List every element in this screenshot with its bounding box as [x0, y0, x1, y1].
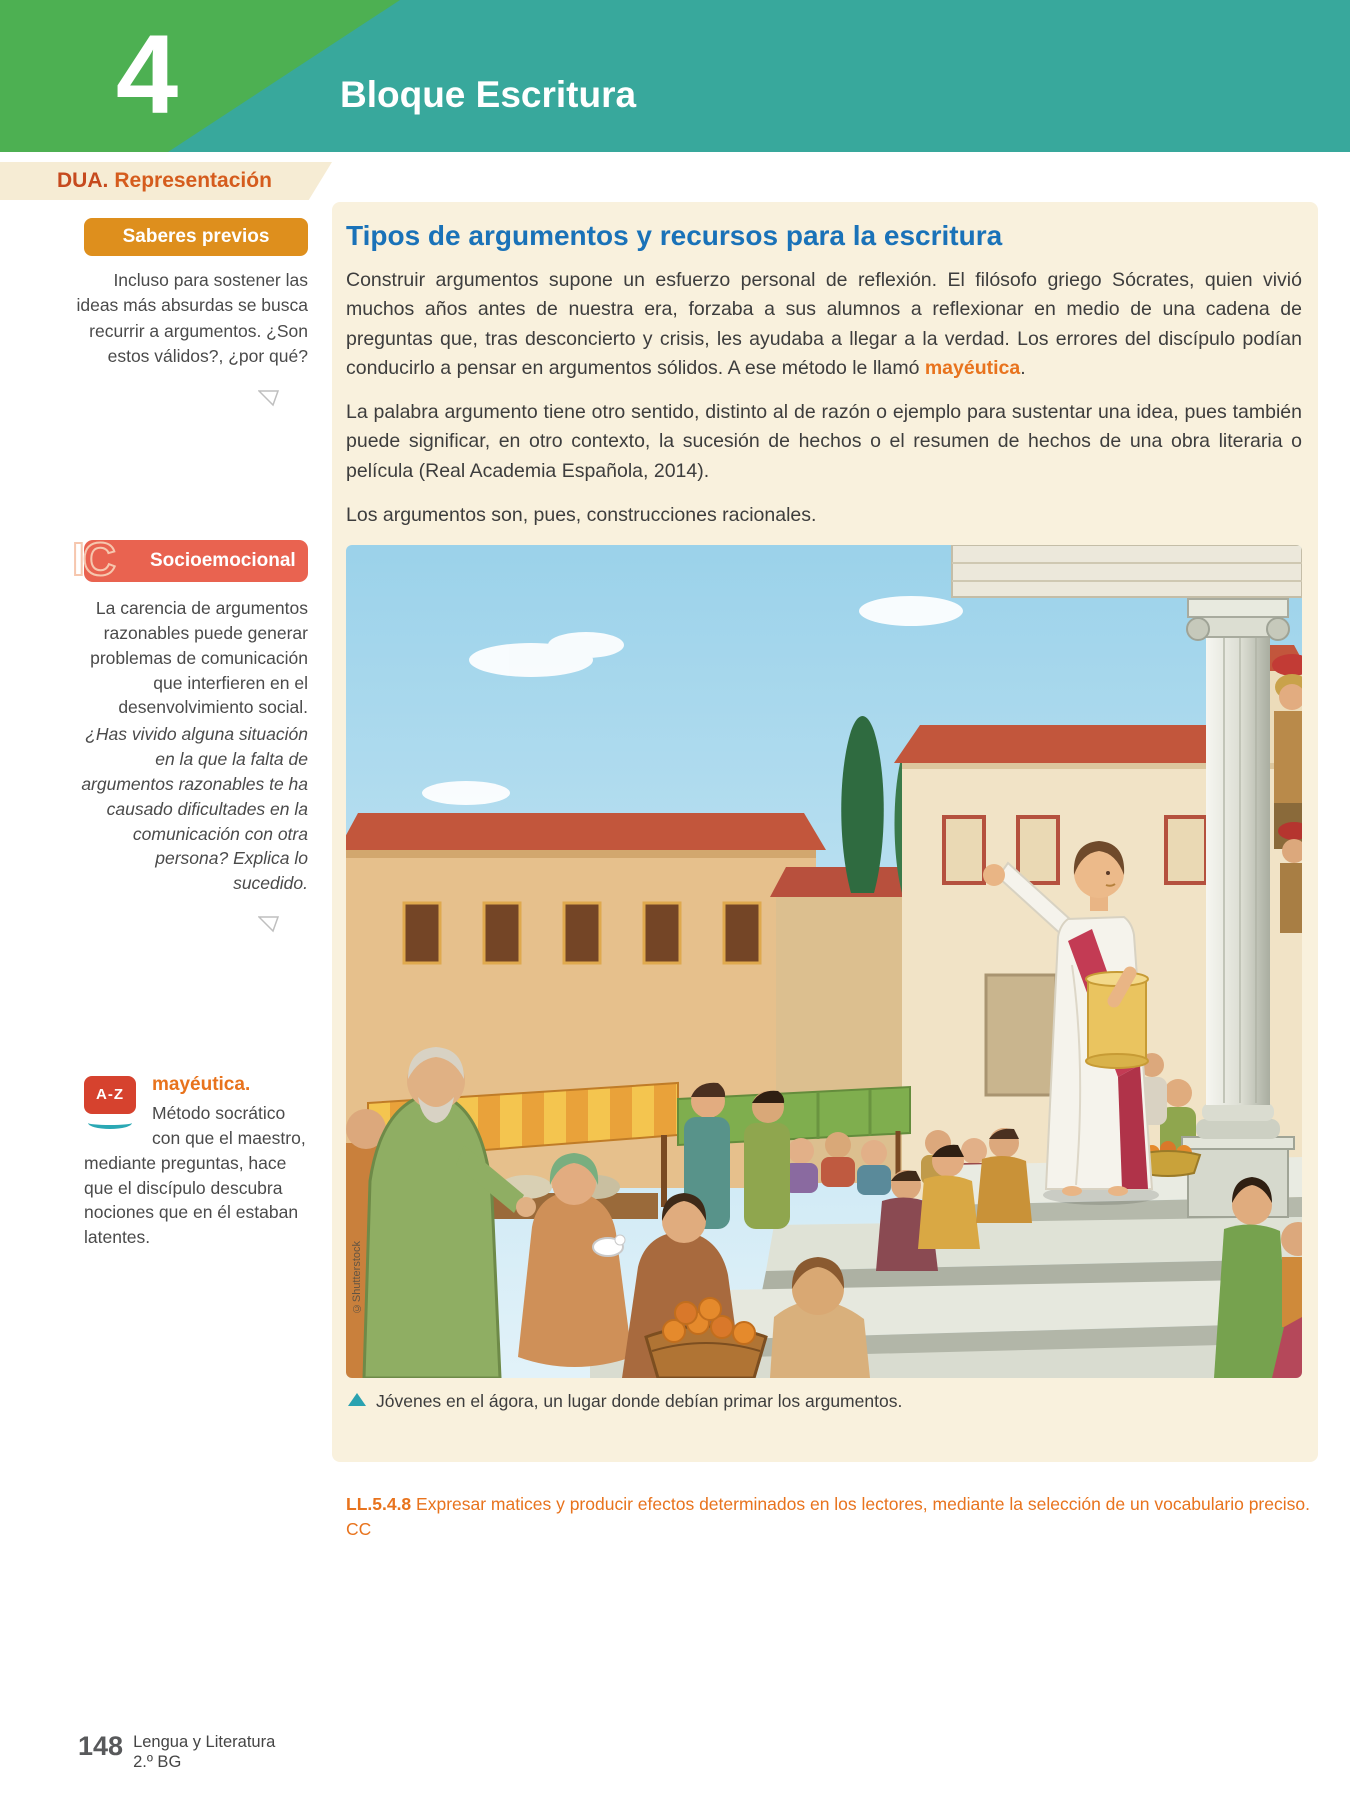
- paragraph-1-text: Construir argumentos supone un esfuerzo personal de reflexión. El filósofo griego Sócrates, quien vivió muchos años antes de nuestra era, forzaba a sus alumnos a reflexionar en medio de una cadena de preguntas que, tras desconcierto y crisis, les ayudaba a llegar a la verdad. Los errores del discípulo podían conducirlo a pensar en argumentos sólidos. A ese método le llamó: [346, 269, 1302, 379]
- block-title: Bloque Escritura: [340, 74, 637, 115]
- unit-number: 4: [115, 12, 179, 137]
- saberes-previos-text: Incluso para sostener las ideas más absurdas se busca recurrir a argumentos. ¿Son estos válidos?, ¿por qué?: [76, 270, 308, 367]
- socioemocional-badge: Socioemocional: [84, 540, 308, 582]
- caption-row: [346, 1390, 1302, 1414]
- soldier: [1272, 654, 1302, 849]
- socioemocional-text: [76, 596, 308, 896]
- speech-tail-icon: [258, 916, 280, 934]
- dictionary-book-icon: A-Z: [84, 1076, 136, 1114]
- image-credit: ©Shutterstock: [351, 1240, 363, 1314]
- paragraph-1: [346, 266, 1302, 383]
- socioemocional-icon: IC: [72, 533, 114, 585]
- glossary-block: [84, 1072, 314, 1250]
- glossary-definition: Método socrático con que el maestro, mediante preguntas, hace que el discípulo descubra nociones que en él estaban latentes.: [84, 1102, 306, 1248]
- dictionary-pages-icon: [88, 1117, 132, 1129]
- saberes-previos-badge: Saberes previos: [84, 218, 308, 256]
- highlighted-term: mayéutica: [924, 356, 1021, 379]
- agora-image: [346, 545, 1302, 1378]
- standard-text: Expresar matices y producir efectos determinados en los lectores, mediante la selección de un vocabulario preciso. CC: [346, 1494, 1310, 1540]
- curriculum-standard: [346, 1492, 1321, 1543]
- dua-label: DUA.: [57, 169, 109, 192]
- entablature: [952, 545, 1302, 597]
- dua-name: Representación: [114, 169, 272, 192]
- book-title: Lengua y Literatura: [133, 1733, 276, 1751]
- glossary-term: mayéutica.: [152, 1074, 251, 1095]
- dua-text: [57, 162, 272, 200]
- main-content-panel: [332, 202, 1318, 1462]
- book-info: [133, 1733, 275, 1773]
- standard-code: LL.5.4.8: [346, 1494, 412, 1514]
- book-grade: 2.º BG: [133, 1752, 182, 1771]
- paragraph-2: La palabra argumento tiene otro sentido, distinto al de razón o ejemplo para sustentar una idea, pues también puede significar, en otro contexto, la sucesión de hechos o el resumen de hechos de una obra literaria o película (Real Academia Española, 2014).: [346, 401, 1302, 482]
- section-title: Tipos de argumentos y recursos para la escritura: [346, 220, 1003, 251]
- paragraph-1-end: .: [1020, 356, 1026, 379]
- image-caption: Jóvenes en el ágora, un lugar donde debían primar los argumentos.: [376, 1391, 903, 1411]
- paragraph-3: Los argumentos son, pues, construcciones racionales.: [346, 503, 817, 526]
- page-number: 148: [78, 1731, 124, 1761]
- caption-marker-icon: [348, 1393, 366, 1406]
- speech-tail-icon: [258, 390, 280, 408]
- dictionary-icon: [84, 1076, 142, 1148]
- socioemocional-question: ¿Has vivido alguna situación en la que la falta de argumentos razonables te ha causado dificultades en la comunicación con otra persona? Explica lo sucedido.: [81, 724, 308, 894]
- page-footer: [78, 1733, 275, 1773]
- socioemocional-statement: La carencia de argumentos razonables puede generar problemas de comunicación que interfieren en el desenvolvimiento social.: [90, 598, 308, 718]
- agora-illustration: [346, 545, 1302, 1378]
